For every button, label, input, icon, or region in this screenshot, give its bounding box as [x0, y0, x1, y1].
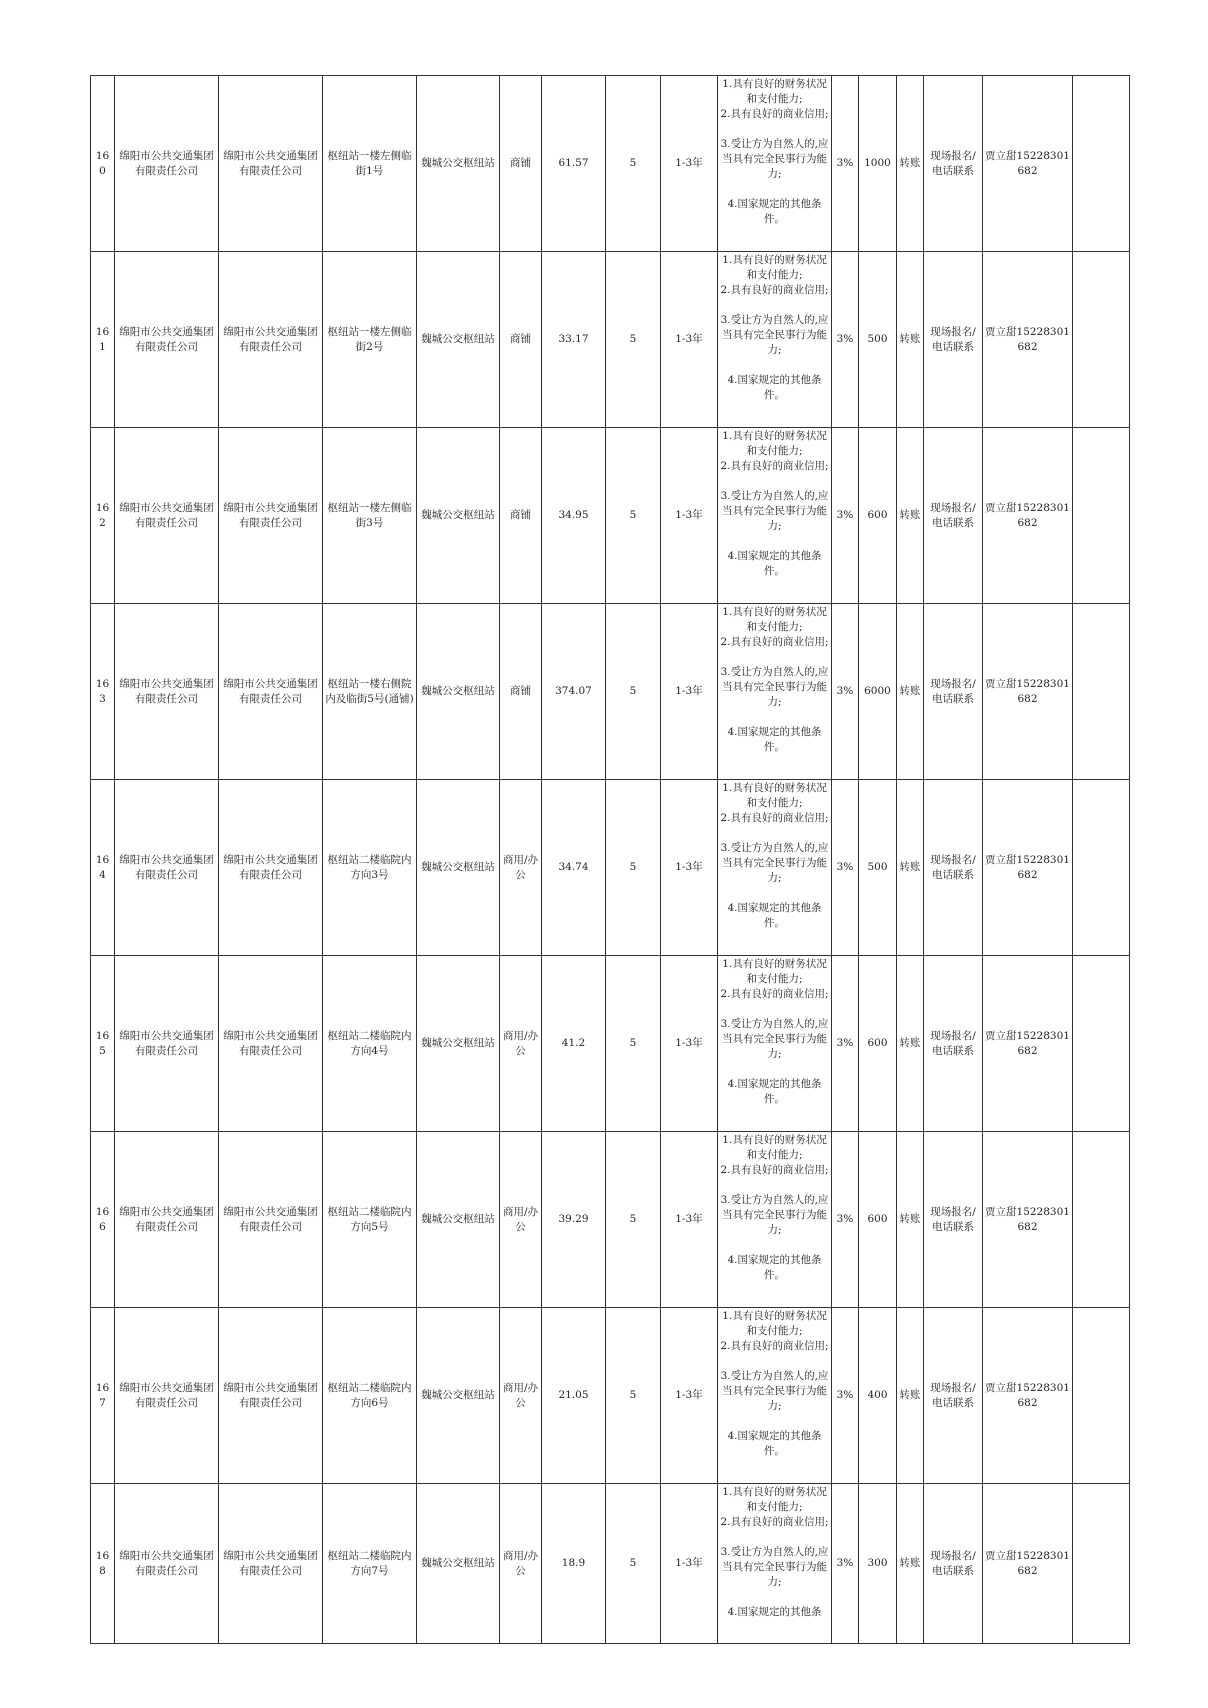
condition-1: 1.具有良好的财务状况和支付能力; — [722, 1486, 827, 1513]
note-cell — [1073, 76, 1130, 252]
condition-1: 1.具有良好的财务状况和支付能力; — [722, 1134, 827, 1161]
contact-cell: 贾立甜15228301682 — [983, 604, 1073, 780]
years-cell: 5 — [606, 1484, 661, 1644]
location-cell: 枢纽站二楼临院内方向5号 — [323, 1132, 417, 1308]
registration-method-cell: 现场报名/电话联系 — [924, 252, 983, 428]
contact-cell: 贾立甜15228301682 — [983, 1484, 1073, 1644]
condition-4: 4.国家规定的其他条件。 — [727, 1254, 822, 1281]
term-cell: 1-3年 — [661, 956, 718, 1132]
payment-cell: 转账 — [897, 1484, 924, 1644]
transferor-cell: 绵阳市公共交通集团有限责任公司 — [115, 1132, 219, 1308]
deposit-cell: 1000 — [859, 76, 897, 252]
condition-2: 2.具有良好的商业信用; — [720, 460, 829, 472]
row-number: 167 — [91, 1308, 115, 1484]
location-cell: 枢纽站一楼左侧临街3号 — [323, 428, 417, 604]
years-cell: 5 — [606, 604, 661, 780]
transferor-cell: 绵阳市公共交通集团有限责任公司 — [115, 428, 219, 604]
conditions-cell — [718, 956, 832, 1132]
owner-cell: 绵阳市公共交通集团有限责任公司 — [219, 428, 323, 604]
row-number: 161 — [91, 252, 115, 428]
registration-method-cell: 现场报名/电话联系 — [924, 1308, 983, 1484]
owner-cell: 绵阳市公共交通集团有限责任公司 — [219, 780, 323, 956]
term-cell: 1-3年 — [661, 428, 718, 604]
payment-cell: 转账 — [897, 956, 924, 1132]
area-cell: 18.9 — [542, 1484, 606, 1644]
station-cell: 魏城公交枢纽站 — [417, 76, 500, 252]
term-cell: 1-3年 — [661, 780, 718, 956]
owner-cell: 绵阳市公共交通集团有限责任公司 — [219, 76, 323, 252]
area-cell: 34.74 — [542, 780, 606, 956]
owner-cell: 绵阳市公共交通集团有限责任公司 — [219, 1308, 323, 1484]
condition-2: 2.具有良好的商业信用; — [720, 1516, 829, 1528]
registration-method-cell: 现场报名/电话联系 — [924, 780, 983, 956]
condition-3: 3.受让方为自然人的,应当具有完全民事行为能力; — [720, 1194, 829, 1236]
contact-cell: 贾立甜15228301682 — [983, 1308, 1073, 1484]
row-number: 160 — [91, 76, 115, 252]
row-number: 165 — [91, 956, 115, 1132]
contact-cell: 贾立甜15228301682 — [983, 76, 1073, 252]
condition-2: 2.具有良好的商业信用; — [720, 108, 829, 120]
condition-4: 4.国家规定的其他条件。 — [727, 374, 822, 401]
payment-cell: 转账 — [897, 252, 924, 428]
conditions-cell — [718, 1484, 832, 1644]
station-cell: 魏城公交枢纽站 — [417, 956, 500, 1132]
condition-1: 1.具有良好的财务状况和支付能力; — [722, 254, 827, 281]
condition-2: 2.具有良好的商业信用; — [720, 812, 829, 824]
transferor-cell: 绵阳市公共交通集团有限责任公司 — [115, 252, 219, 428]
rate-cell: 3% — [832, 252, 859, 428]
years-cell: 5 — [606, 956, 661, 1132]
transferor-cell: 绵阳市公共交通集团有限责任公司 — [115, 1308, 219, 1484]
station-cell: 魏城公交枢纽站 — [417, 1484, 500, 1644]
table-row — [91, 1484, 1130, 1644]
condition-4: 4.国家规定的其他条 — [727, 1606, 822, 1618]
condition-3: 3.受让方为自然人的,应当具有完全民事行为能力; — [720, 1546, 829, 1588]
table-row — [91, 428, 1130, 604]
usage-cell: 商用/办公 — [500, 780, 542, 956]
contact-cell: 贾立甜15228301682 — [983, 956, 1073, 1132]
location-cell: 枢纽站一楼左侧临街1号 — [323, 76, 417, 252]
registration-method-cell: 现场报名/电话联系 — [924, 604, 983, 780]
conditions-cell — [718, 780, 832, 956]
row-number: 162 — [91, 428, 115, 604]
owner-cell: 绵阳市公共交通集团有限责任公司 — [219, 956, 323, 1132]
location-cell: 枢纽站二楼临院内方向4号 — [323, 956, 417, 1132]
usage-cell: 商用/办公 — [500, 1132, 542, 1308]
condition-3: 3.受让方为自然人的,应当具有完全民事行为能力; — [720, 314, 829, 356]
usage-cell: 商铺 — [500, 604, 542, 780]
conditions-cell — [718, 428, 832, 604]
condition-3: 3.受让方为自然人的,应当具有完全民事行为能力; — [720, 1370, 829, 1412]
table-row — [91, 956, 1130, 1132]
years-cell: 5 — [606, 1132, 661, 1308]
term-cell: 1-3年 — [661, 1484, 718, 1644]
registration-method-cell: 现场报名/电话联系 — [924, 428, 983, 604]
usage-cell: 商用/办公 — [500, 1484, 542, 1644]
area-cell: 41.2 — [542, 956, 606, 1132]
condition-2: 2.具有良好的商业信用; — [720, 1340, 829, 1352]
area-cell: 61.57 — [542, 76, 606, 252]
location-cell: 枢纽站二楼临院内方向3号 — [323, 780, 417, 956]
area-cell: 21.05 — [542, 1308, 606, 1484]
location-cell: 枢纽站二楼临院内方向7号 — [323, 1484, 417, 1644]
usage-cell: 商用/办公 — [500, 956, 542, 1132]
conditions-cell — [718, 1308, 832, 1484]
condition-1: 1.具有良好的财务状况和支付能力; — [722, 782, 827, 809]
row-number: 164 — [91, 780, 115, 956]
owner-cell: 绵阳市公共交通集团有限责任公司 — [219, 1484, 323, 1644]
note-cell — [1073, 252, 1130, 428]
owner-cell: 绵阳市公共交通集团有限责任公司 — [219, 604, 323, 780]
contact-cell: 贾立甜15228301682 — [983, 1132, 1073, 1308]
deposit-cell: 400 — [859, 1308, 897, 1484]
area-cell: 33.17 — [542, 252, 606, 428]
years-cell: 5 — [606, 780, 661, 956]
registration-method-cell: 现场报名/电话联系 — [924, 1132, 983, 1308]
contact-cell: 贾立甜15228301682 — [983, 428, 1073, 604]
rate-cell: 3% — [832, 1308, 859, 1484]
note-cell — [1073, 428, 1130, 604]
condition-3: 3.受让方为自然人的,应当具有完全民事行为能力; — [720, 666, 829, 708]
registration-method-cell: 现场报名/电话联系 — [924, 956, 983, 1132]
transferor-cell: 绵阳市公共交通集团有限责任公司 — [115, 780, 219, 956]
row-number: 163 — [91, 604, 115, 780]
condition-4: 4.国家规定的其他条件。 — [727, 550, 822, 577]
term-cell: 1-3年 — [661, 604, 718, 780]
station-cell: 魏城公交枢纽站 — [417, 252, 500, 428]
rate-cell: 3% — [832, 428, 859, 604]
condition-4: 4.国家规定的其他条件。 — [727, 1430, 822, 1457]
location-cell: 枢纽站二楼临院内方向6号 — [323, 1308, 417, 1484]
payment-cell: 转账 — [897, 604, 924, 780]
years-cell: 5 — [606, 428, 661, 604]
table-row — [91, 1132, 1130, 1308]
conditions-cell — [718, 604, 832, 780]
table-row — [91, 252, 1130, 428]
rate-cell: 3% — [832, 604, 859, 780]
area-cell: 374.07 — [542, 604, 606, 780]
payment-cell: 转账 — [897, 1308, 924, 1484]
condition-3: 3.受让方为自然人的,应当具有完全民事行为能力; — [720, 138, 829, 180]
condition-1: 1.具有良好的财务状况和支付能力; — [722, 430, 827, 457]
note-cell — [1073, 1484, 1130, 1644]
area-cell: 34.95 — [542, 428, 606, 604]
condition-1: 1.具有良好的财务状况和支付能力; — [722, 78, 827, 105]
contact-cell: 贾立甜15228301682 — [983, 780, 1073, 956]
owner-cell: 绵阳市公共交通集团有限责任公司 — [219, 1132, 323, 1308]
rate-cell: 3% — [832, 1132, 859, 1308]
rate-cell: 3% — [832, 956, 859, 1132]
condition-1: 1.具有良好的财务状况和支付能力; — [722, 958, 827, 985]
condition-2: 2.具有良好的商业信用; — [720, 636, 829, 648]
station-cell: 魏城公交枢纽站 — [417, 604, 500, 780]
registration-method-cell: 现场报名/电话联系 — [924, 76, 983, 252]
area-cell: 39.29 — [542, 1132, 606, 1308]
years-cell: 5 — [606, 252, 661, 428]
condition-2: 2.具有良好的商业信用; — [720, 284, 829, 296]
years-cell: 5 — [606, 1308, 661, 1484]
location-cell: 枢纽站一楼左侧临街2号 — [323, 252, 417, 428]
deposit-cell: 600 — [859, 1132, 897, 1308]
note-cell — [1073, 1308, 1130, 1484]
conditions-cell — [718, 1132, 832, 1308]
condition-2: 2.具有良好的商业信用; — [720, 988, 829, 1000]
note-cell — [1073, 956, 1130, 1132]
station-cell: 魏城公交枢纽站 — [417, 428, 500, 604]
condition-1: 1.具有良好的财务状况和支付能力; — [722, 606, 827, 633]
row-number: 166 — [91, 1132, 115, 1308]
row-number: 168 — [91, 1484, 115, 1644]
deposit-cell: 600 — [859, 428, 897, 604]
rate-cell: 3% — [832, 76, 859, 252]
rate-cell: 3% — [832, 780, 859, 956]
transferor-cell: 绵阳市公共交通集团有限责任公司 — [115, 604, 219, 780]
conditions-cell — [718, 76, 832, 252]
condition-4: 4.国家规定的其他条件。 — [727, 198, 822, 225]
payment-cell: 转账 — [897, 1132, 924, 1308]
table-row — [91, 780, 1130, 956]
note-cell — [1073, 1132, 1130, 1308]
term-cell: 1-3年 — [661, 252, 718, 428]
deposit-cell: 500 — [859, 780, 897, 956]
condition-4: 4.国家规定的其他条件。 — [727, 726, 822, 753]
usage-cell: 商铺 — [500, 252, 542, 428]
station-cell: 魏城公交枢纽站 — [417, 1308, 500, 1484]
usage-cell: 商铺 — [500, 76, 542, 252]
registration-method-cell: 现场报名/电话联系 — [924, 1484, 983, 1644]
payment-cell: 转账 — [897, 780, 924, 956]
years-cell: 5 — [606, 76, 661, 252]
note-cell — [1073, 604, 1130, 780]
condition-1: 1.具有良好的财务状况和支付能力; — [722, 1310, 827, 1337]
table-row — [91, 1308, 1130, 1484]
term-cell: 1-3年 — [661, 1308, 718, 1484]
owner-cell: 绵阳市公共交通集团有限责任公司 — [219, 252, 323, 428]
condition-2: 2.具有良好的商业信用; — [720, 1164, 829, 1176]
table-row — [91, 604, 1130, 780]
note-cell — [1073, 780, 1130, 956]
condition-3: 3.受让方为自然人的,应当具有完全民事行为能力; — [720, 842, 829, 884]
usage-cell: 商用/办公 — [500, 1308, 542, 1484]
condition-4: 4.国家规定的其他条件。 — [727, 902, 822, 929]
transferor-cell: 绵阳市公共交通集团有限责任公司 — [115, 956, 219, 1132]
rate-cell: 3% — [832, 1484, 859, 1644]
usage-cell: 商铺 — [500, 428, 542, 604]
station-cell: 魏城公交枢纽站 — [417, 780, 500, 956]
condition-3: 3.受让方为自然人的,应当具有完全民事行为能力; — [720, 1018, 829, 1060]
deposit-cell: 500 — [859, 252, 897, 428]
deposit-cell: 600 — [859, 956, 897, 1132]
transferor-cell: 绵阳市公共交通集团有限责任公司 — [115, 76, 219, 252]
term-cell: 1-3年 — [661, 1132, 718, 1308]
transferor-cell: 绵阳市公共交通集团有限责任公司 — [115, 1484, 219, 1644]
deposit-cell: 300 — [859, 1484, 897, 1644]
contact-cell: 贾立甜15228301682 — [983, 252, 1073, 428]
deposit-cell: 6000 — [859, 604, 897, 780]
location-cell: 枢纽站一楼右侧院内及临街5号(通铺) — [323, 604, 417, 780]
condition-3: 3.受让方为自然人的,应当具有完全民事行为能力; — [720, 490, 829, 532]
term-cell: 1-3年 — [661, 76, 718, 252]
table-row — [91, 76, 1130, 252]
conditions-cell — [718, 252, 832, 428]
payment-cell: 转账 — [897, 428, 924, 604]
payment-cell: 转账 — [897, 76, 924, 252]
property-listing-table — [90, 75, 1130, 1644]
station-cell: 魏城公交枢纽站 — [417, 1132, 500, 1308]
condition-4: 4.国家规定的其他条件。 — [727, 1078, 822, 1105]
